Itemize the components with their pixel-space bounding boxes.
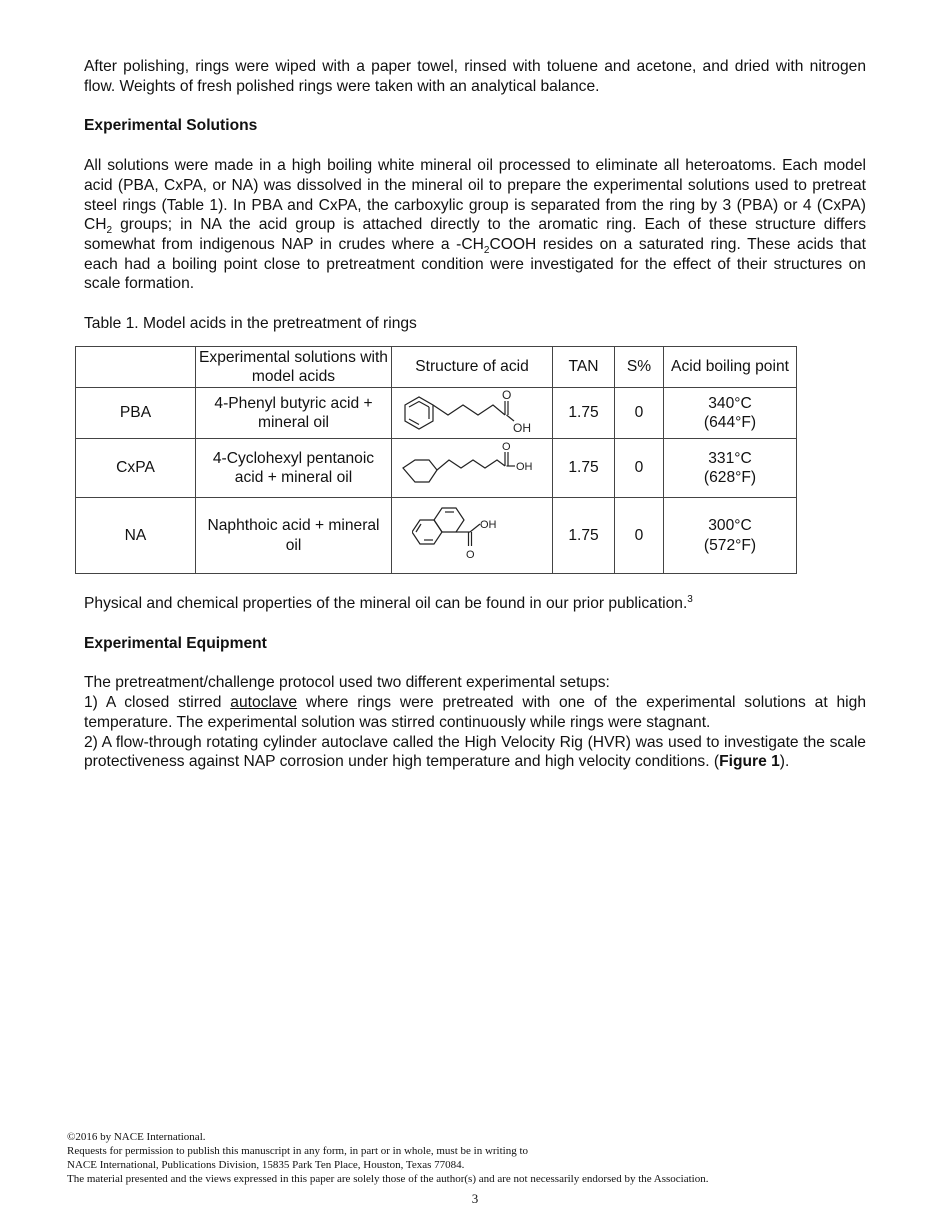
- na-oh-label: OH: [480, 518, 497, 531]
- solutions-text-a: All solutions were made in a high boiling white mineral oil processed to eliminate all heteroatoms. Each model acid (PBA, CxPA, or NA) was dissolved in the mineral oil to prepare the experimental solutions used to pretreat steel rings (Table 1). In PBA and CxPA, the carboxylic group is separated from the ring by 3 (PBA) or 4 (CxPA) CH: [84, 157, 866, 234]
- solutions-heading: Experimental Solutions: [84, 117, 258, 135]
- header-structure: Structure of acid: [392, 347, 553, 388]
- table-row: [76, 498, 797, 574]
- body-text: [84, 57, 866, 334]
- figure-1-ref: Figure 1: [719, 753, 780, 771]
- equipment-heading: Experimental Equipment: [84, 634, 267, 652]
- solution-cell: 4-Phenyl butyric acid + mineral oil: [196, 388, 392, 439]
- subscript-2b: 2: [483, 245, 490, 257]
- structure-cell: [392, 388, 553, 439]
- properties-paragraph: [84, 594, 866, 614]
- header-boiling: Acid boiling point: [664, 347, 797, 388]
- acid-name: PBA: [76, 388, 196, 439]
- header-solutions: Experimental solutions with model acids: [196, 347, 392, 388]
- na-o-label: O: [466, 548, 475, 561]
- structure-cell: [392, 498, 553, 574]
- model-acids-table: [75, 346, 797, 574]
- properties-text: Physical and chemical properties of the mineral oil can be found in our prior publication.: [84, 595, 688, 612]
- table-caption: Table 1. Model acids in the pretreatment of rings: [84, 315, 417, 333]
- pba-o-label: O: [502, 389, 512, 402]
- acid-name: NA: [76, 498, 196, 574]
- tan-cell: 1.75: [553, 439, 615, 498]
- boiling-cell: [664, 498, 797, 574]
- autoclave-link[interactable]: autoclave: [230, 694, 298, 712]
- cxpa-structure-image: [401, 440, 543, 496]
- equipment-item-1: [84, 693, 866, 732]
- item1-text-a: 1) A closed stirred: [84, 694, 231, 712]
- item1-text-b: where rings were pretreated with one of the experimental solutions at high temperature. The experimental solution was stirred continuously while rings were stagnant.: [84, 694, 866, 731]
- boiling-f: (572°F): [703, 536, 757, 554]
- header-blank: [76, 347, 196, 388]
- table-header-row: [76, 347, 797, 388]
- boiling-cell: [664, 388, 797, 439]
- boiling-f: (628°F): [703, 469, 757, 486]
- table-row: [76, 388, 797, 439]
- boiling-c: 340°C: [708, 394, 752, 412]
- tan-cell: 1.75: [553, 498, 615, 574]
- sulfur-cell: 0: [615, 388, 664, 439]
- sulfur-cell: 0: [615, 439, 664, 498]
- equipment-item-2: [84, 733, 866, 772]
- item2-text-a: 2) A flow-through rotating cylinder autoclave called the High Velocity Rig (HVR) was used to investigate the scale protectiveness against NAP corrosion under high temperature and high velocity conditions. (: [84, 733, 866, 771]
- page-number: 3: [471, 1191, 479, 1206]
- boiling-cell: [664, 439, 797, 498]
- sulfur-cell: 0: [615, 498, 664, 574]
- solution-cell: Naphthoic acid + mineral oil: [196, 498, 392, 574]
- pba-structure-image: [401, 389, 543, 437]
- cxpa-oh-label: OH: [516, 461, 533, 473]
- footer-address: NACE International, Publications Division, 15835 Park Ten Place, Houston, Texas 77084.: [67, 1159, 465, 1171]
- solutions-text-b: groups; in NA the acid group is attached directly to the aromatic ring. Each of these structure differs somewhat from indigenous NAP in crudes where a -CH: [84, 216, 866, 253]
- boiling-c: 300°C: [708, 517, 752, 534]
- cxpa-o-label: O: [502, 441, 511, 453]
- structure-cell: [392, 439, 553, 498]
- header-tan: TAN: [553, 347, 615, 388]
- footer-disclaimer: The material presented and the views expressed in this paper are solely those of the author(s) and are not necessarily endorsed by the Association.: [67, 1173, 709, 1185]
- na-structure-image: [412, 500, 532, 572]
- solutions-paragraph: [84, 156, 866, 294]
- pba-oh-label: OH: [513, 421, 531, 435]
- item2-text-b: ).: [779, 753, 790, 771]
- polish-paragraph: After polishing, rings were wiped with a paper towel, rinsed with toluene and acetone, and dried with nitrogen flow. Weights of fresh polished rings were taken with an analytical balance.: [84, 58, 866, 95]
- header-sulfur: S%: [615, 347, 664, 388]
- after-table-text: [84, 594, 866, 772]
- boiling-f: (644°F): [703, 414, 757, 431]
- acid-name: CxPA: [76, 439, 196, 498]
- tan-cell: 1.75: [553, 388, 615, 439]
- solutions-text-c: COOH resides on a saturated ring. These acids that each had a boiling point close to pretreatment condition were investigated for the effect of their structures on scale formation.: [84, 235, 866, 293]
- table-row: [76, 439, 797, 498]
- equipment-intro: The pretreatment/challenge protocol used two different experimental setups:: [84, 674, 610, 692]
- subscript-2a: 2: [106, 225, 113, 237]
- footer: [67, 1130, 887, 1186]
- boiling-c: 331°C: [708, 449, 752, 467]
- footer-permission: Requests for permission to publish this manuscript in any form, in part or in whole, must be in writing to: [67, 1145, 529, 1157]
- footer-copyright: ©2016 by NACE International.: [67, 1131, 206, 1143]
- reference-3: 3: [687, 593, 693, 605]
- solution-cell: 4-Cyclohexyl pentanoic acid + mineral oil: [196, 439, 392, 498]
